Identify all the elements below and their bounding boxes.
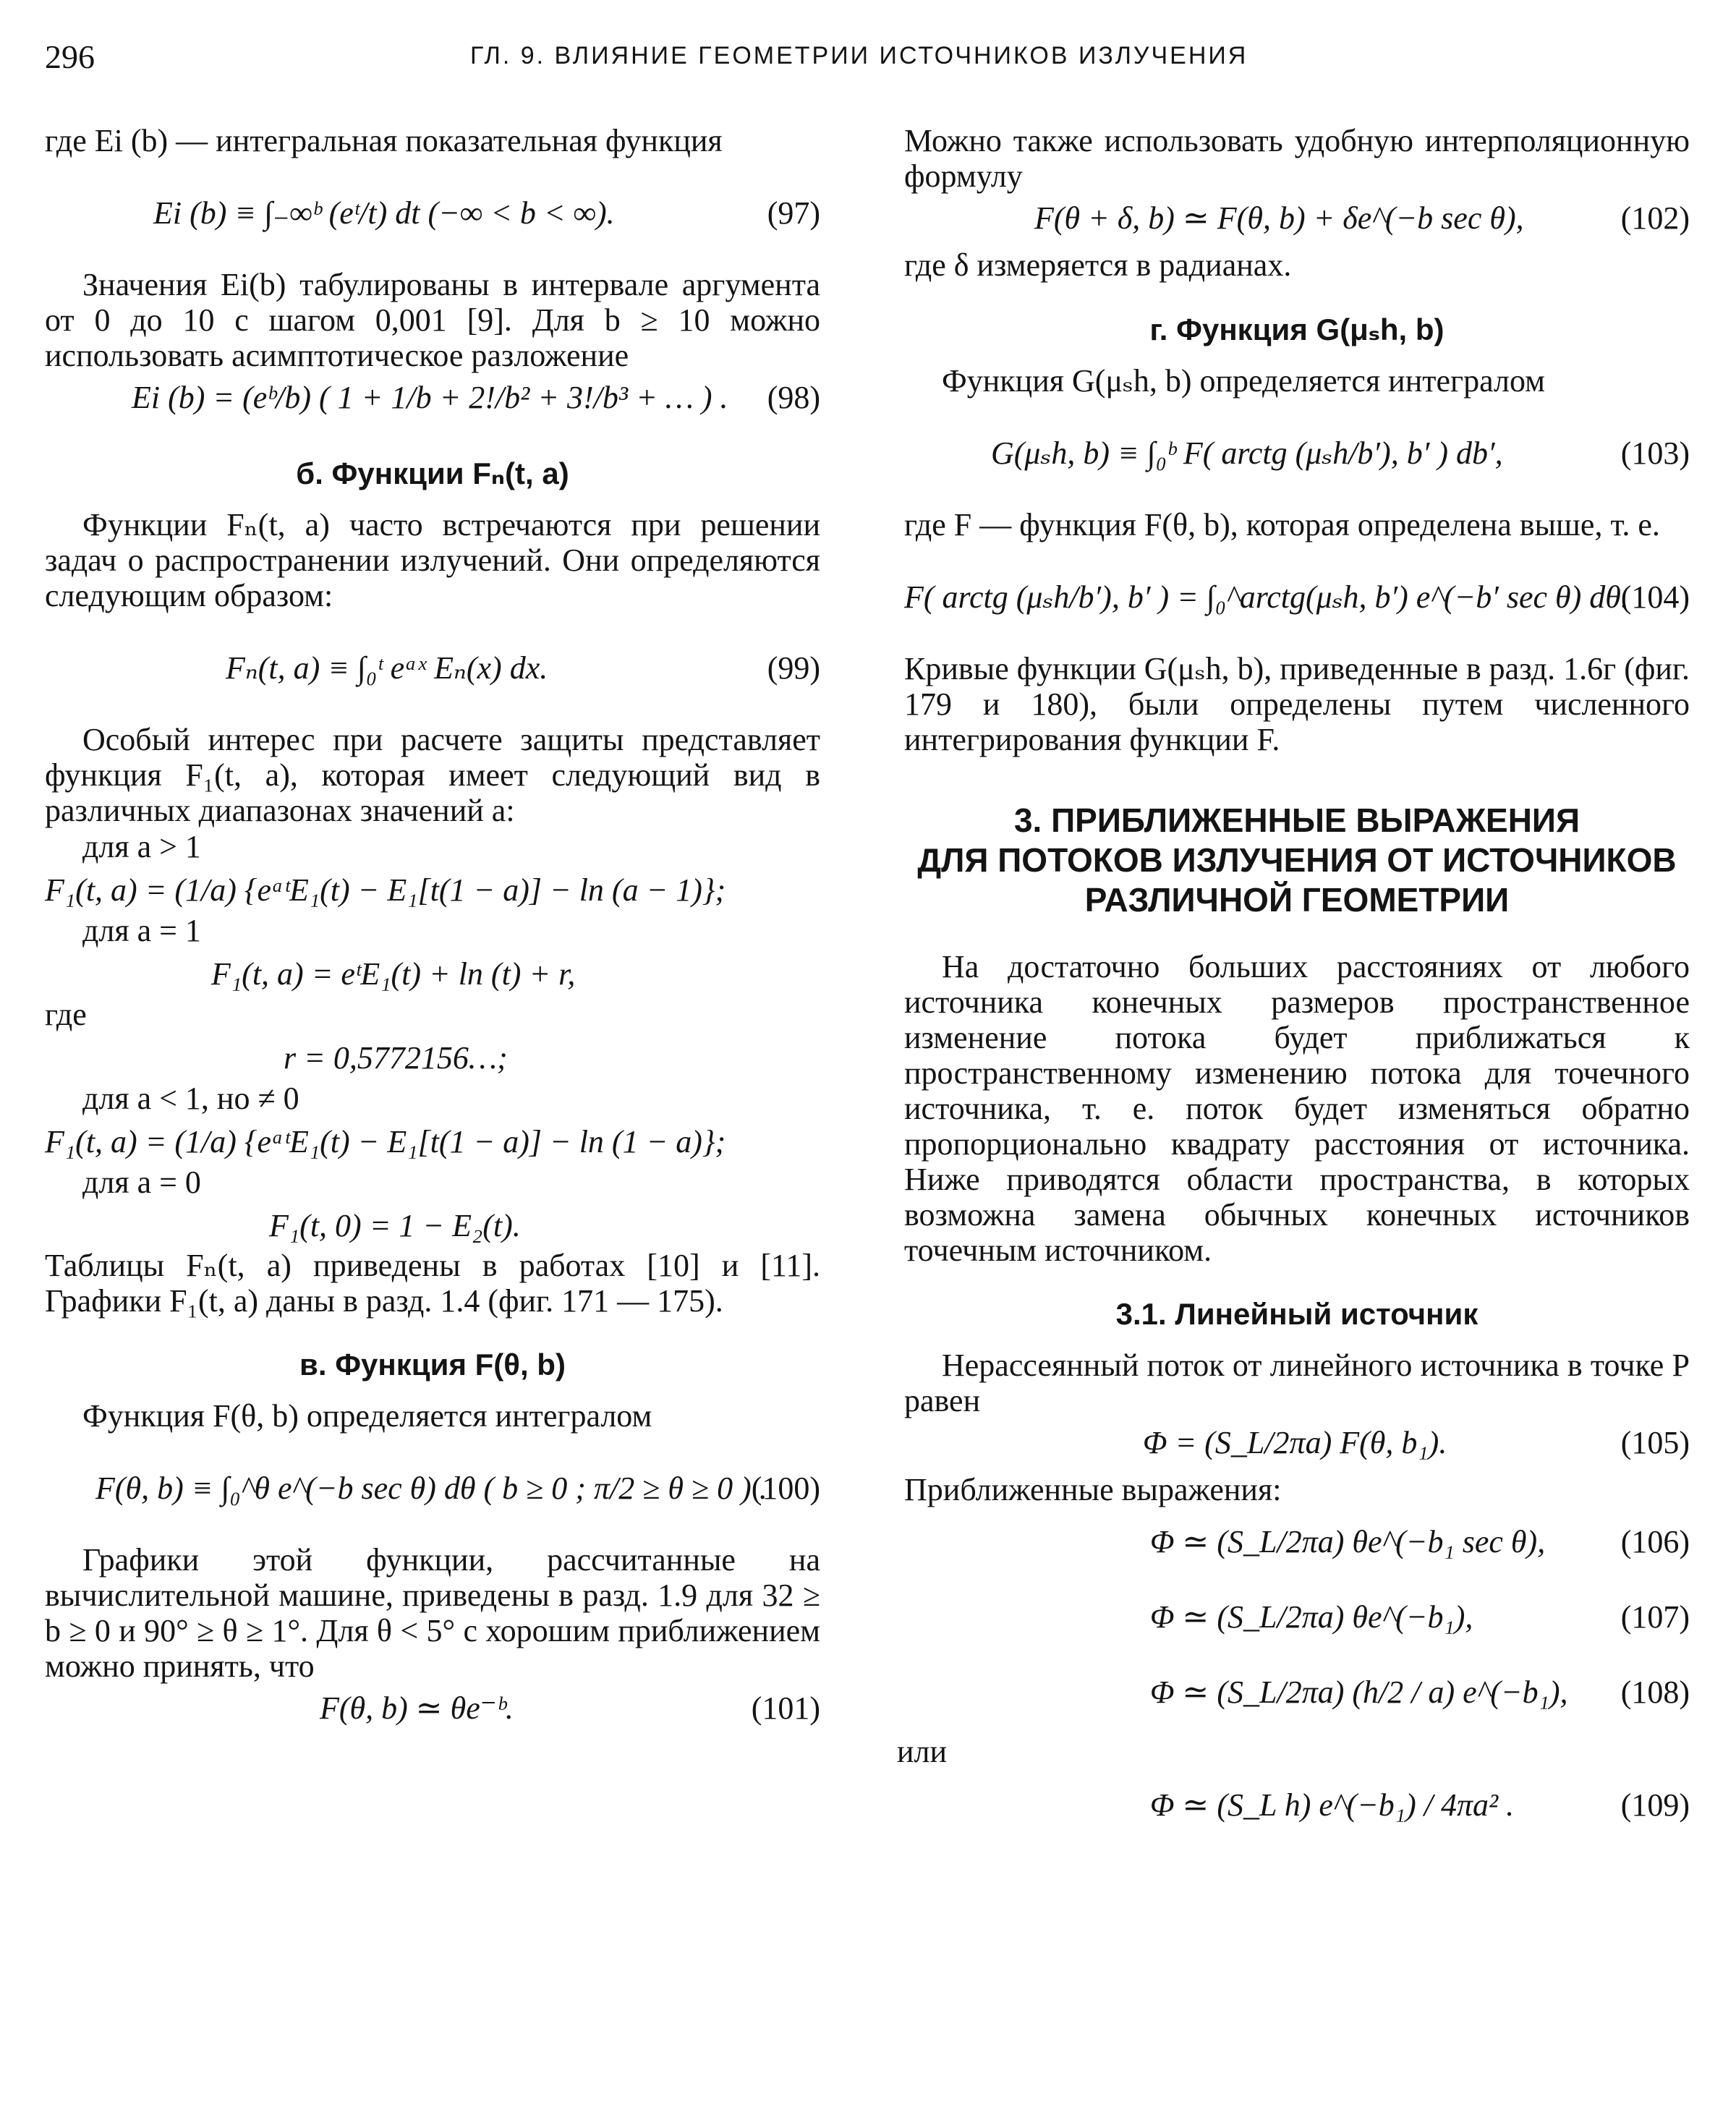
case-a-equals-1: для a = 1 (82, 913, 201, 948)
equation-101 (45, 1684, 820, 1737)
equation-103-formula: G(μₛh, b) ≡ ∫₀ᵇ F( arctg (μₛh/b′), b′ ) db′, (991, 435, 1503, 471)
equation-105-number: (105) (1620, 1425, 1690, 1460)
equation-99-formula: Fₙ(t, a) ≡ ∫₀ᵗ eᵃˣ Eₙ(x) dx. (226, 650, 548, 686)
equation-103-number: (103) (1620, 435, 1690, 471)
equation-107-number: (107) (1620, 1599, 1690, 1635)
equation-100-number: (100) (751, 1470, 820, 1506)
formula-f1-case3 (45, 1118, 820, 1164)
equation-102-number: (102) (1620, 200, 1690, 236)
equation-100 (45, 1434, 820, 1542)
equation-107 (904, 1583, 1690, 1658)
formula-f1-case4-text: F₁(t, 0) = 1 − E₂(t). (269, 1208, 521, 1243)
equation-104 (904, 542, 1690, 651)
equation-101-formula: F(θ, b) ≃ θe⁻ᵇ. (320, 1690, 514, 1726)
equation-108-formula: Φ ≃ (S_L/2πa) (h/2 / a) e^(−b₁), (1150, 1674, 1568, 1710)
equation-98-number: (98) (767, 380, 820, 415)
equation-104-formula: F( arctg (μₛh/b′), b′ ) = ∫₀^arctg(μₛh, b′) e^(−b′ sec θ) dθ. (904, 579, 1629, 615)
paragraph-ei-intro: где Ei (b) — интегральная показательная функция (45, 123, 723, 158)
heading-functions-fn: б. Функции Fₙ(t, a) (296, 456, 569, 490)
equation-105-formula: Φ = (S_L/2πa) F(θ, b₁). (1143, 1425, 1447, 1460)
right-column (897, 123, 1690, 1846)
section-3-title-line2: ДЛЯ ПОТОКОВ ИЗЛУЧЕНИЯ ОТ ИСТОЧНИКОВ (917, 841, 1677, 879)
case-a-less-1: для a < 1, но ≠ 0 (82, 1081, 299, 1116)
paragraph-interpolation: Можно также использовать удобную интерполяционную формулу (904, 123, 1690, 194)
paragraph-unscattered-flux: Нерассеянный поток от линейного источника в точке P равен (904, 1348, 1690, 1418)
equation-105 (904, 1418, 1690, 1472)
equation-109 (904, 1771, 1690, 1846)
equation-97-formula: Ei (b) ≡ ∫₋∞ᵇ (eᵗ/t) dt (−∞ < b < ∞). (153, 195, 615, 231)
case-a-equals-0: для a = 0 (82, 1165, 201, 1200)
equation-109-formula: Φ ≃ (S_L h) e^(−b₁) / 4πa² . (1150, 1787, 1515, 1823)
equation-100-formula: F(θ, b) ≡ ∫₀^θ e^(−b sec θ) dθ ( b ≥ 0 ; π/2 ≥ θ ≥ 0 ) . (95, 1470, 767, 1506)
running-head: ГЛ. 9. ВЛИЯНИЕ ГЕОМЕТРИИ ИСТОЧНИКОВ ИЗЛУЧЕНИЯ (470, 42, 1248, 69)
equation-106-number: (106) (1620, 1524, 1690, 1559)
paragraph-radians: где δ измеряется в радианах. (904, 247, 1292, 283)
formula-f1-case2 (45, 950, 820, 996)
equation-108 (904, 1658, 1690, 1733)
formula-f1-case2-text: F₁(t, a) = eᵗE₁(t) + ln (t) + r, (211, 956, 576, 992)
paragraph-f-theta-b-graphs: Графики этой функции, рассчитанные на вычислительной машине, приведены в разд. 1.9 для 32 ≥ b ≥ 0 и 90° ≥ θ ≥ 1°. Для θ < 5° с хорошим приближением можно принять, что (45, 1542, 820, 1684)
equation-98-formula: Ei (b) = (eᵇ/b) ( 1 + 1/b + 2!/b² + 3!/b³ + … ) . (132, 380, 728, 415)
paragraph-f-theta-b-intro: Функция F(θ, b) определяется интегралом (82, 1398, 652, 1434)
heading-linear-source: 3.1. Линейный источник (1115, 1297, 1478, 1331)
paragraph-fn-tables: Таблицы Fₙ(t, a) приведены в работах [10] и [11]. Графики F₁(t, a) даны в разд. 1.4 (фиг. 171 — 175). (45, 1248, 820, 1319)
section-3-title-line1: 3. ПРИБЛИЖЕННЫЕ ВЫРАЖЕНИЯ (1013, 801, 1580, 839)
label-where: где (45, 997, 87, 1032)
paragraph-g-intro: Функция G(μₛh, b) определяется интегралом (942, 363, 1545, 399)
equation-99 (45, 613, 820, 722)
equation-104-number: (104) (1620, 579, 1690, 615)
equation-107-formula: Φ ≃ (S_L/2πa) θe^(−b₁), (1150, 1599, 1473, 1635)
equation-106-formula: Φ ≃ (S_L/2πa) θe^(−b₁ sec θ), (1150, 1524, 1546, 1559)
paragraph-fn-intro: Функции Fₙ(t, a) часто встречаются при решении задач о распространении излучений. Они определяются следующим образом: (45, 507, 820, 613)
equation-102 (904, 194, 1690, 247)
formula-f1-case1-text: F₁(t, a) = (1/a) {eᵃᵗE₁(t) − E₁[t(1 − a)] − ln (a − 1)}; (45, 872, 726, 908)
paragraph-f1-intro: Особый интерес при расчете защиты представляет функция F₁(t, a), которая имеет следующий вид в различных диапазонах значений a: (45, 722, 820, 828)
heading-function-g: г. Функция G(μₛh, b) (1149, 312, 1444, 346)
equation-97-number: (97) (767, 195, 820, 231)
paragraph-g-curves: Кривые функции G(μₛh, b), приведенные в разд. 1.6г (фиг. 179 и 180), были определены путем численного интегрирования функции F. (904, 651, 1690, 757)
paragraph-ei-table: Значения Ei(b) табулированы в интервале аргумента от 0 до 10 с шагом 0,001 [9]. Для b ≥ 10 можно использовать асимптотическое разложение (45, 267, 820, 373)
equation-99-number: (99) (767, 650, 820, 686)
formula-f1-case4 (45, 1201, 820, 1248)
equation-109-number: (109) (1620, 1787, 1690, 1823)
paragraph-approximations: Приближенные выражения: (904, 1472, 1282, 1507)
equation-102-formula: F(θ + δ, b) ≃ F(θ, b) + δe^(−b sec θ), (1034, 200, 1524, 236)
equation-103 (904, 399, 1690, 507)
paragraph-f-definition: где F — функция F(θ, b), которая определена выше, т. е. (904, 507, 1660, 542)
equation-101-number: (101) (751, 1690, 820, 1726)
equation-106 (904, 1507, 1690, 1583)
heading-function-f-theta-b: в. Функция F(θ, b) (299, 1348, 566, 1382)
equation-98 (45, 373, 820, 427)
paragraph-point-source: На достаточно больших расстояниях от любого источника конечных размеров пространственное изменение потока будет приближаться к пространственному изменению потока для точечного источника, т. е. поток будет изменяться обратно пропорционально квадрату расстояния от источника. Ниже приводятся области пространства, в которых возможна замена обычных конечных источников точечным источником. (904, 949, 1690, 1268)
left-column (45, 123, 820, 1737)
equation-97 (45, 158, 820, 267)
formula-r-constant (45, 1034, 820, 1080)
section-3-title-line3: РАЗЛИЧНОЙ ГЕОМЕТРИИ (1084, 881, 1510, 919)
formula-f1-case3-text: F₁(t, a) = (1/a) {eᵃᵗE₁(t) − E₁[t(1 − a)] − ln (1 − a)}; (45, 1124, 726, 1159)
formula-f1-case1 (45, 866, 820, 912)
case-a-greater-1: для a > 1 (82, 829, 201, 864)
page-number: 296 (45, 38, 95, 75)
label-or: или (897, 1734, 948, 1769)
formula-r-constant-text: r = 0,5772156…; (284, 1040, 508, 1076)
equation-108-number: (108) (1620, 1674, 1690, 1710)
